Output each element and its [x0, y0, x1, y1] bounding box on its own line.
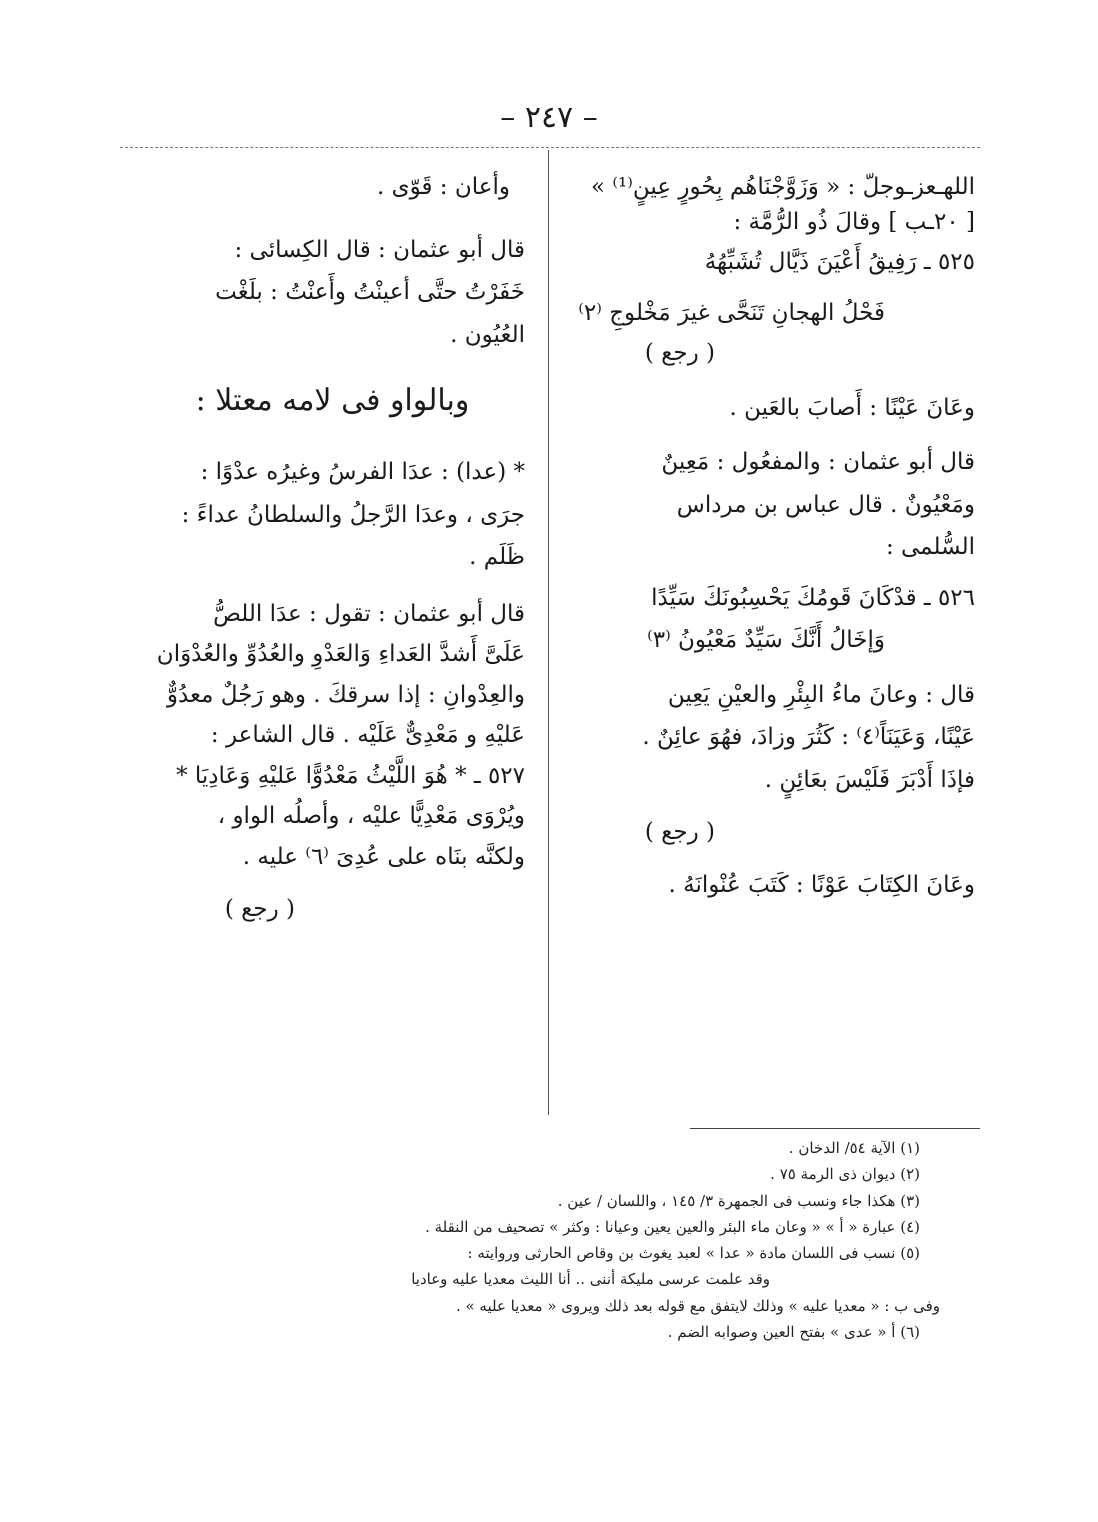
footnote: (٤) عبارة « أ » « وعان ماء البئر والعين يعين وعيانا : وكثر » تصحيف من النقلة .	[425, 1217, 920, 1236]
footnotes	[110, 1135, 940, 1345]
text-line: [ ٢٠ـب ] وقالَ ذُو الرُّمَّة :	[733, 208, 975, 235]
text-line: ولكنَّه بنَاه على عُدِىَ ⁽٦⁾ عليه .	[242, 843, 525, 870]
text-line: قال أبو عثمان : والمفعُول : مَعِينٌ	[661, 449, 975, 475]
verse-line: فَحْلُ الهجانِ تَنَحَّى غيرَ مَخْلوجِ ⁽٢⁾	[578, 299, 885, 326]
footnote: (١) الآية ٥٤/ الدخان .	[788, 1139, 920, 1157]
text-line: قال أبو عثمان : قال الكِسائى :	[234, 236, 525, 263]
text-line: السُّلمى :	[885, 534, 975, 560]
text-line: جرَى ، وعدَا الرَّجلُ والسلطانُ عداءً :	[181, 501, 525, 528]
text-line: عَلَىَّ أَشدَّ العَداءِ وَالعَدْوِ والعُدُوِّ والعُدْوَان	[156, 641, 525, 667]
text-line: وأعان : قَوّى .	[377, 174, 510, 200]
verse-line: وَإخَالُ أَنَّكَ سَيِّدٌ مَعْيُونُ ⁽٣⁾	[647, 627, 885, 653]
text-line: ومَعْيُونٌ . قال عباس بن مرداس	[676, 491, 975, 518]
footnote: (٢) ديوان ذى الرمة ٧٥ .	[770, 1165, 920, 1184]
rajaa-label: ( رجع )	[644, 340, 715, 366]
footnote: وفى ب : « معديا عليه » وذلك لايتفق مع قوله بعد ذلك ويروى « معديا عليه » .	[455, 1296, 940, 1315]
text-line: والعِدْوانِ : إذا سرقكَ . وهو رَجُلٌ معدُوٌّ	[166, 681, 525, 708]
text-line: قال أبو عثمان : تقول : عدَا اللصُّ	[213, 600, 525, 627]
text-line: فإذَا أَدْبَرَ فَلَيْسَ بعَائِنٍ .	[764, 766, 975, 793]
header-rule	[120, 147, 980, 148]
footnotes-rule	[690, 1128, 980, 1129]
text-line: قال : وعانَ ماءُ البِئْرِ والعيْنِ يَعِين	[667, 681, 975, 708]
text-line: عَيْنًا، وَعَيَنَاً⁽٤⁾ : كَثُرَ وزادَ، فهُوَ عائِنٌ .	[642, 724, 975, 750]
text-line: * (عدا) : عدَا الفرسُ وغيرُه عدْوًا :	[200, 459, 525, 485]
section-heading: وبالواو فى لامه معتلا :	[195, 383, 470, 418]
text-line: ظَلَم .	[469, 544, 525, 570]
left-column	[140, 170, 525, 927]
footnote: (٥) نسب فى اللسان مادة « عدا » لعبد يغوث بن وقاص الحارثى وروايته :	[467, 1244, 920, 1262]
verse-line: ٥٢٦ ـ قدْكَانَ قَومُكَ يَحْسِبُونَكَ سَيِّدًا	[651, 584, 975, 611]
rajaa-label: ( رجع )	[224, 896, 295, 922]
footnote: (٦) أ « عدى » بفتح العين وصوابه الضم .	[667, 1322, 920, 1341]
footnote: (٣) هكذا جاء ونسب فى الجمهرة ٣/ ١٤٥ ، واللسان / عين .	[557, 1191, 920, 1210]
text-line: وعَانَ عَيْنًا : أَصابَ بالعَين .	[729, 394, 975, 421]
verse-line: ٥٢٧ ـ * هُوَ اللَّيْثُ مَعْدُوًّا عَليْهِ وَعَادِيَا *	[176, 762, 525, 789]
text-line: اللهـعزـوجلّ : « وَزَوَّجْنَاهُم بِحُورٍ عِينٍ⁽¹⁾ »	[590, 174, 975, 200]
right-column	[565, 170, 975, 902]
page-number: – ٢٤٧ –	[500, 100, 598, 135]
text-line: وعَانَ الكِتَابَ عَوْنًا : كَتَبَ عُنْوانَهُ .	[668, 871, 975, 898]
rajaa-label: ( رجع )	[644, 819, 715, 845]
footnote-verse: وقد علمت عرسى مليكة أننى .. أنا الليث معديا عليه وعاديا	[411, 1270, 770, 1289]
text-line: خَفَرْتُ حتَّى أعينْتُ وأَعنْتُ : بلَغْت	[215, 279, 525, 305]
column-divider	[548, 150, 549, 1115]
text-line: العُيُون .	[450, 321, 525, 348]
text-line: ويُرْوَى مَعْدِيًّا عليْه ، وأصلُه الواو ،	[217, 803, 525, 829]
text-line: عَليْهِ و مَعْدِىٌّ عَلَيْه . قال الشاعر :	[210, 722, 525, 748]
verse-line: ٥٢٥ ـ رَفِيقُ أَعْيَنَ ذَيَّال تُشَبِّهُهُ	[704, 249, 975, 275]
